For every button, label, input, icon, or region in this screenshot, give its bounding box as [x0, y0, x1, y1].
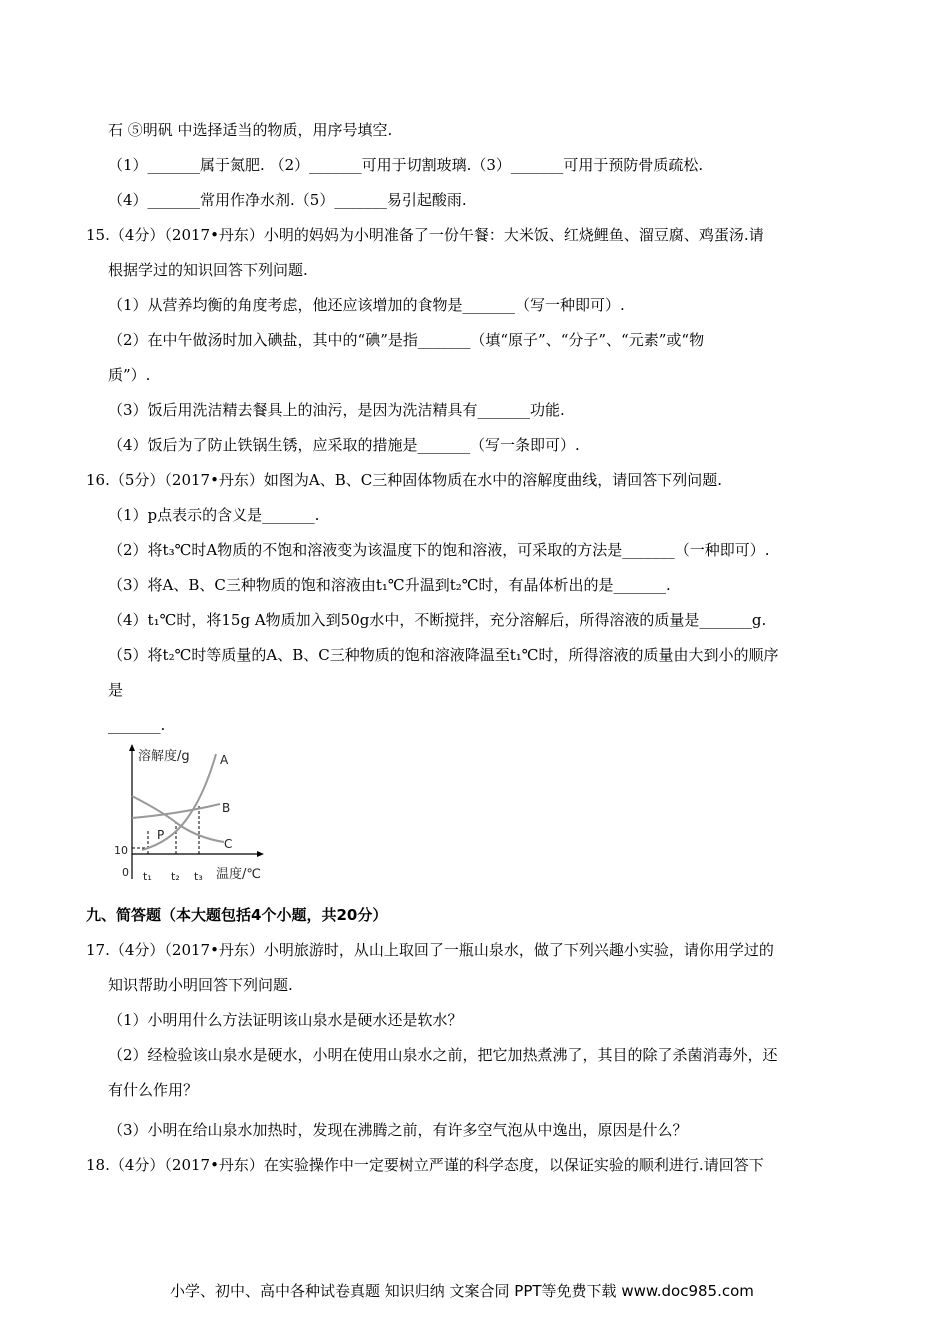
question-18: 18.（4分）（2017•丹东）在实验操作中一定要树立严谨的科学态度，以保证实验的顺利进行.请回答下: [86, 1156, 764, 1174]
line-23: 有什么作用？: [108, 1081, 199, 1099]
point-p-label: P: [157, 828, 165, 842]
line-0: 石 ⑤明矾 中选择适当的物质，用序号填空.: [108, 121, 393, 139]
line-4: 根据学过的知识回答下列问题.: [108, 261, 308, 279]
line-16: 是: [108, 681, 124, 699]
line-2: （4）_______常用作净水剂.（5）_______易引起酸雨.: [108, 191, 467, 209]
series-b-label: B: [222, 801, 231, 815]
series-a-curve: [142, 754, 216, 850]
question-15: 15.（4分）（2017•丹东）小明的妈妈为小明准备了一份午餐：大米饭、红烧鲤鱼、溜豆腐、鸡蛋汤.请: [86, 226, 764, 244]
line-6: （2）在中午做汤时加入碘盐，其中的“碘”是指_______（填“原子”、“分子”、“元素”或“物: [108, 331, 705, 349]
line-13: （3）将A、B、C三种物质的饱和溶液由t₁℃升温到t₂℃时，有晶体析出的是_______.: [108, 576, 671, 594]
line-17: _______.: [108, 716, 166, 734]
x-axis-label: 温度/℃: [216, 867, 261, 882]
y-tick-10: 10: [114, 844, 128, 857]
line-20: 知识帮助小明回答下列问题.: [108, 976, 293, 994]
line-8: （3）饭后用洗洁精去餐具上的油污，是因为洗洁精具有_______功能.: [108, 401, 565, 419]
question-17: 17.（4分）（2017•丹东）小明旅游时，从山上取回了一瓶山泉水，做了下列兴趣小实验，请你用学过的: [86, 941, 774, 959]
line-14: （4）t₁℃时，将15g A物质加入到50g水中，不断搅拌，充分溶解后，所得溶液的质量是_______g.: [108, 611, 767, 629]
x-tick-t2: t₂: [171, 870, 180, 883]
x-tick-t3: t₃: [194, 870, 203, 883]
line-24: （3）小明在给山泉水加热时，发现在沸腾之前，有许多空气泡从中逸出，原因是什么？: [108, 1121, 688, 1139]
solubility-chart: [108, 744, 278, 886]
series-b-curve: [132, 804, 220, 818]
page-footer: 小学、初中、高中各种试卷真题 知识归纳 文案合同 PPT等免费下载 www.doc985.com: [170, 1282, 754, 1300]
line-1: （1）_______属于氮肥. （2）_______可用于切割玻璃.（3）_______可用于预防骨质疏松.: [108, 156, 704, 174]
line-22: （2）经检验该山泉水是硬水，小明在使用山泉水之前，把它加热煮沸了，其目的除了杀菌消毒外，还: [108, 1046, 778, 1064]
line-9: （4）饭后为了防止铁锅生锈，应采取的措施是_______（写一条即可）.: [108, 436, 580, 454]
line-11: （1）p点表示的含义是_______.: [108, 506, 320, 524]
series-c-label: C: [224, 837, 233, 851]
line-7: 质”）.: [108, 366, 151, 384]
line-5: （1）从营养均衡的角度考虑，他还应该增加的食物是_______（写一种即可）.: [108, 296, 625, 314]
x-tick-t1: t₁: [143, 870, 152, 883]
line-21: （1）小明用什么方法证明该山泉水是硬水还是软水？: [108, 1011, 463, 1029]
x-axis-arrow: [257, 851, 264, 857]
question-16: 16.（5分）（2017•丹东）如图为A、B、C三种固体物质在水中的溶解度曲线，请回答下列问题.: [86, 471, 723, 489]
y-axis-arrow: [129, 744, 135, 751]
line-15: （5）将t₂℃时等质量的A、B、C三种物质的饱和溶液降温至t₁℃时，所得溶液的质量由大到小的顺序: [108, 646, 779, 664]
series-a-label: A: [220, 753, 229, 767]
origin-label: 0: [122, 866, 129, 879]
section-heading: 九、简答题（本大题包括4个小题，共20分）: [86, 906, 388, 924]
series-c-curve: [132, 796, 224, 842]
y-axis-label: 溶解度/g: [138, 749, 190, 764]
line-12: （2）将t₃℃时A物质的不饱和溶液变为该温度下的饱和溶液，可采取的方法是_______（一种即可）.: [108, 541, 770, 559]
